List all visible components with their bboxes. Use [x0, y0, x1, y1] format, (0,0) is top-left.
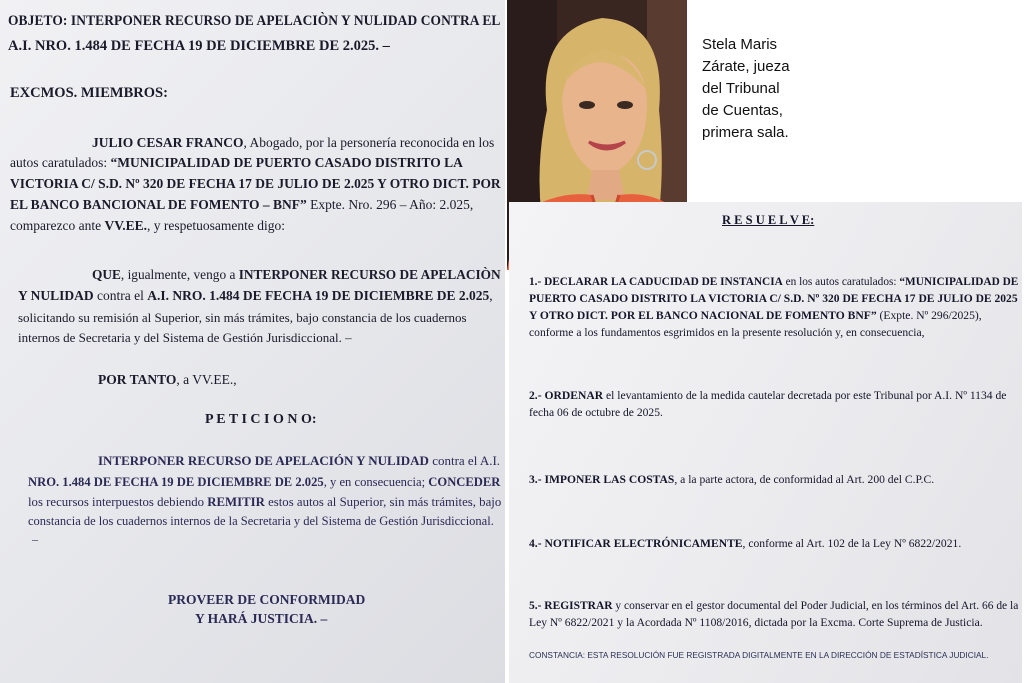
p1-line-4: EL BANCO BANCIONAL DE FOMENTO – BNF” Expte. Nro. 296 – Año: 2.025,: [10, 197, 474, 212]
p2-line-1: QUE, igualmente, vengo a INTERPONER RECURSO DE APELACIÒN: [92, 267, 501, 282]
objeto-line-2: A.I. NRO. 1.484 DE FECHA 19 DE DICIEMBRE DE 2.025. –: [8, 38, 390, 54]
objeto-line-1: OBJETO: INTERPONER RECURSO DE APELACIÒN Y NULIDAD CONTRA EL: [8, 13, 501, 29]
item2-line-1: 2.- ORDENAR el levantamiento de la medida cautelar decretada por este Tribunal por A.I. Nº 1134 de: [529, 389, 1007, 402]
item5-line-1: 5.- REGISTRAR y conservar en el gestor documental del Poder Judicial, en los términos del Art. 66 de la: [529, 599, 1019, 612]
item1-line-3: Y OTRO DICT. POR EL BANCO NACIONAL DE FOMENTO BNF” (Expte. Nº 296/2025),: [529, 309, 982, 322]
p3-line-5: –: [32, 532, 38, 546]
caption-line-2: Zárate, jueza: [702, 58, 790, 75]
resuelve-heading: R E S U E L V E:: [722, 213, 815, 227]
right-document-scan: [509, 202, 1022, 683]
p3-line-2: NRO. 1.484 DE FECHA 19 DE DICIEMBRE DE 2.025, y en consecuencia; CONCEDER: [28, 474, 501, 489]
left-document-scan: [0, 0, 505, 683]
p2-line-3: solicitando su remisión al Superior, sin más trámites, bajo constancia de los cuadernos: [18, 310, 467, 325]
item1-line-4: conforme a los fundamentos esgrimidos en la presente resolución y, en consecuencia,: [529, 326, 925, 339]
caption-line-1: Stela Maris: [702, 36, 778, 53]
p1-line-1: JULIO CESAR FRANCO, Abogado, por la personería reconocida en los: [92, 135, 495, 150]
caption-line-5: primera sala.: [702, 124, 789, 141]
p1-line-2: autos caratulados: “MUNICIPALIDAD DE PUERTO CASADO DISTRITO LA: [10, 155, 463, 170]
photo-caption: [702, 34, 822, 144]
item1-line-2: PUERTO CASADO DISTRITO LA VICTORIA C/ S.D. Nº 320 DE FECHA 17 DE JULIO DE 2025: [529, 292, 1018, 305]
salutation: EXCMOS. MIEMBROS:: [10, 85, 168, 101]
p3-line-1: INTERPONER RECURSO DE APELACIÓN Y NULIDAD contra el A.I.: [98, 453, 501, 468]
p1-line-3: VICTORIA C/ S.D. Nº 320 DE FECHA 17 DE JULIO DE 2.025 Y OTRO DICT. POR: [10, 176, 501, 191]
item3-line-1: 3.- IMPONER LAS COSTAS, a la parte actora, de conformidad al Art. 200 del C.P.C.: [529, 473, 935, 486]
closing-line-1: PROVEER DE CONFORMIDAD: [168, 592, 366, 607]
p1-line-5: comparezco ante VV.EE., y respetuosamente digo:: [10, 218, 285, 233]
p3-line-3: los recursos interpuestos debiendo REMITIR estos autos al Superior, sin más trámites, bajo: [28, 494, 502, 509]
p2-line-4: internos de Secretaria y del Sistema de Gestión Jurisdiccional. –: [18, 330, 352, 345]
item4-line-1: 4.- NOTIFICAR ELECTRÓNICAMENTE, conforme al Art. 102 de la Ley Nº 6822/2021.: [529, 537, 962, 550]
caption-line-4: de Cuentas,: [702, 102, 783, 119]
caption-line-3: del Tribunal: [702, 80, 780, 97]
constancia-note: CONSTANCIA: ESTA RESOLUCIÓN FUE REGISTRADA DIGITALMENTE EN LA DIRECCIÓN DE ESTADÍSTICA JUDICIAL.: [529, 650, 989, 660]
por-tanto: POR TANTO, a VV.EE.,: [98, 372, 237, 387]
peticiono-heading: P E T I C I O N O:: [205, 412, 317, 427]
closing-line-2: Y HARÁ JUSTICIA. –: [195, 611, 328, 626]
item1-line-1: 1.- DECLARAR LA CADUCIDAD DE INSTANCIA en los autos caratulados: “MUNICIPALIDAD DE: [529, 275, 1019, 288]
p3-line-4: constancia de los cuadernos internos de la Secretaria y del Sistema de Gestión Jurisdiccional.: [28, 514, 494, 528]
item5-line-2: Ley Nº 6822/2021 y la Acordada Nº 1108/2016, dictada por la Excma. Corte Suprema de Justicia.: [529, 616, 983, 629]
item2-line-2: fecha 06 de octubre de 2025.: [529, 406, 663, 419]
p2-line-2: Y NULIDAD contra el A.I. NRO. 1.484 DE FECHA 19 DE DICIEMBRE DE 2.025,: [18, 288, 493, 303]
